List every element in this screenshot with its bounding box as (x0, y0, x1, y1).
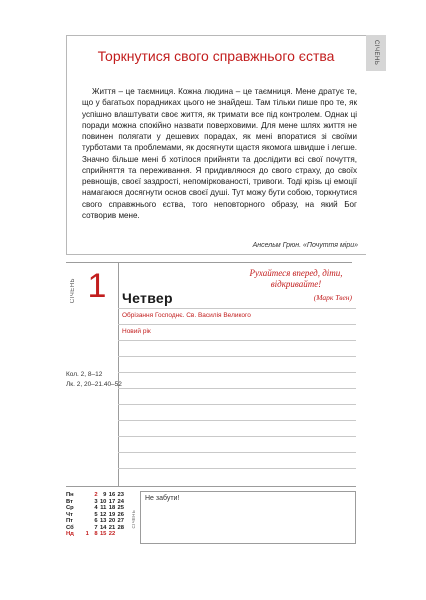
calendar-day: 4 (94, 505, 98, 512)
calendar-weekday-label: Вт (66, 498, 73, 505)
quote-source: Ансельм Грюн. «Почуття міри» (252, 242, 358, 249)
calendar-day: 20 (108, 518, 116, 525)
ruled-line (118, 372, 356, 373)
ruled-line (118, 356, 356, 357)
weekday: Четвер (122, 290, 173, 306)
calendar-day: 25 (117, 505, 124, 512)
day-month-label: СІЧЕНЬ (70, 278, 76, 304)
mini-calendar-month: СІЧЕНЬ (130, 509, 136, 529)
ruled-line (118, 340, 356, 341)
calendar-row (66, 499, 124, 506)
scripture-reading-2: Лк. 2, 20–21.40–52 (66, 381, 122, 388)
calendar-day: 13 (99, 518, 107, 525)
day-number: 1 (87, 267, 107, 305)
calendar-day: 9 (103, 492, 107, 499)
day-divider (66, 262, 352, 263)
ruled-line (118, 404, 356, 405)
calendar-day: 10 (99, 498, 107, 505)
calendar-day: 21 (108, 524, 116, 531)
ruled-line (118, 388, 356, 389)
month-side-tab-label: СІЧЕНЬ (373, 40, 379, 66)
calendar-day: 14 (99, 524, 107, 531)
ruled-line (118, 452, 356, 453)
calendar-day: 5 (94, 511, 98, 518)
calendar-weekday-label: Чт (66, 511, 73, 518)
scripture-reading-1: Кол. 2, 8–12 (66, 371, 103, 378)
day-vertical-line (118, 262, 119, 487)
calendar-day: 8 (94, 531, 98, 538)
ruled-line (118, 468, 356, 469)
ruled-line (118, 436, 356, 437)
calendar-day: 7 (94, 524, 98, 531)
calendar-day: 22 (108, 531, 116, 538)
calendar-day: 2 (94, 492, 98, 499)
calendar-row (66, 492, 124, 499)
calendar-weekday-label: Пн (66, 492, 74, 499)
holiday-2: Новий рік (122, 328, 151, 335)
calendar-day: 17 (108, 498, 116, 505)
quote-title: Торкнутися свого справжнього єства (97, 48, 335, 64)
calendar-day: 19 (108, 511, 116, 518)
ruled-line (118, 324, 356, 325)
ruled-line (118, 308, 356, 309)
calendar-row (66, 525, 124, 532)
calendar-day: 6 (94, 518, 98, 525)
calendar-row (66, 518, 124, 525)
notes-label: Не забути! (145, 495, 180, 502)
calendar-row (66, 505, 124, 512)
calendar-day: 27 (117, 518, 124, 525)
quote-body: Життя – це таємниця. Кожна людина – це таємниця. Мене дратує те, що у багатьох порадниках цього не знайдеш. Там тільки пише про те, як успішно влаштувати своє життя, як тримати все під контролем. Однак ці поради можна спокійно назвати поверховими. Для мене шлях життя не повинен полягати у дешевих порадах, як мені впоратися зі своїми турботами та проблемами, як досягнути щастя якомога швидше і легше. Значно більше мені б хотілося прийняти та дослідити всі свої почуття, сприйняття та переживання. Я придивляюся до свого страху, до своїх ревнощів, своєї заздрості, непомірковaності, тривоги. Тоді крізь ці емоції намагаюся досягнути основ своєї душі. Тут можу бути собою, торкнутися свого справжнього єства, того неповторного образу, на який Бог сотворив мене. (82, 87, 357, 220)
calendar-row (66, 531, 124, 538)
mini-calendar (66, 492, 124, 538)
calendar-weekday-label: Нд (66, 531, 74, 538)
calendar-day: 18 (108, 505, 116, 512)
calendar-day: 28 (117, 524, 124, 531)
calendar-day: 26 (117, 511, 124, 518)
calendar-day: 23 (117, 492, 124, 499)
calendar-weekday-label: Ср (66, 505, 74, 512)
calendar-day: 16 (108, 492, 116, 499)
ruled-line (118, 420, 356, 421)
calendar-weekday-label: Пт (66, 518, 74, 525)
calendar-day: 12 (99, 511, 107, 518)
calendar-day: 1 (85, 531, 89, 538)
calendar-day: 15 (99, 531, 107, 538)
calendar-day: 11 (100, 505, 107, 512)
day-quote-author: (Марк Твен) (313, 293, 352, 302)
day-quote: Рухайтеся вперед, діти, відкривайте! (249, 268, 343, 289)
calendar-day: 24 (117, 498, 124, 505)
calendar-day: 3 (94, 498, 98, 505)
calendar-weekday-label: Сб (66, 524, 74, 531)
calendar-row (66, 512, 124, 519)
bottom-divider (66, 486, 356, 487)
holiday-1: Обрізання Господнє. Св. Василія Великого (122, 312, 251, 319)
